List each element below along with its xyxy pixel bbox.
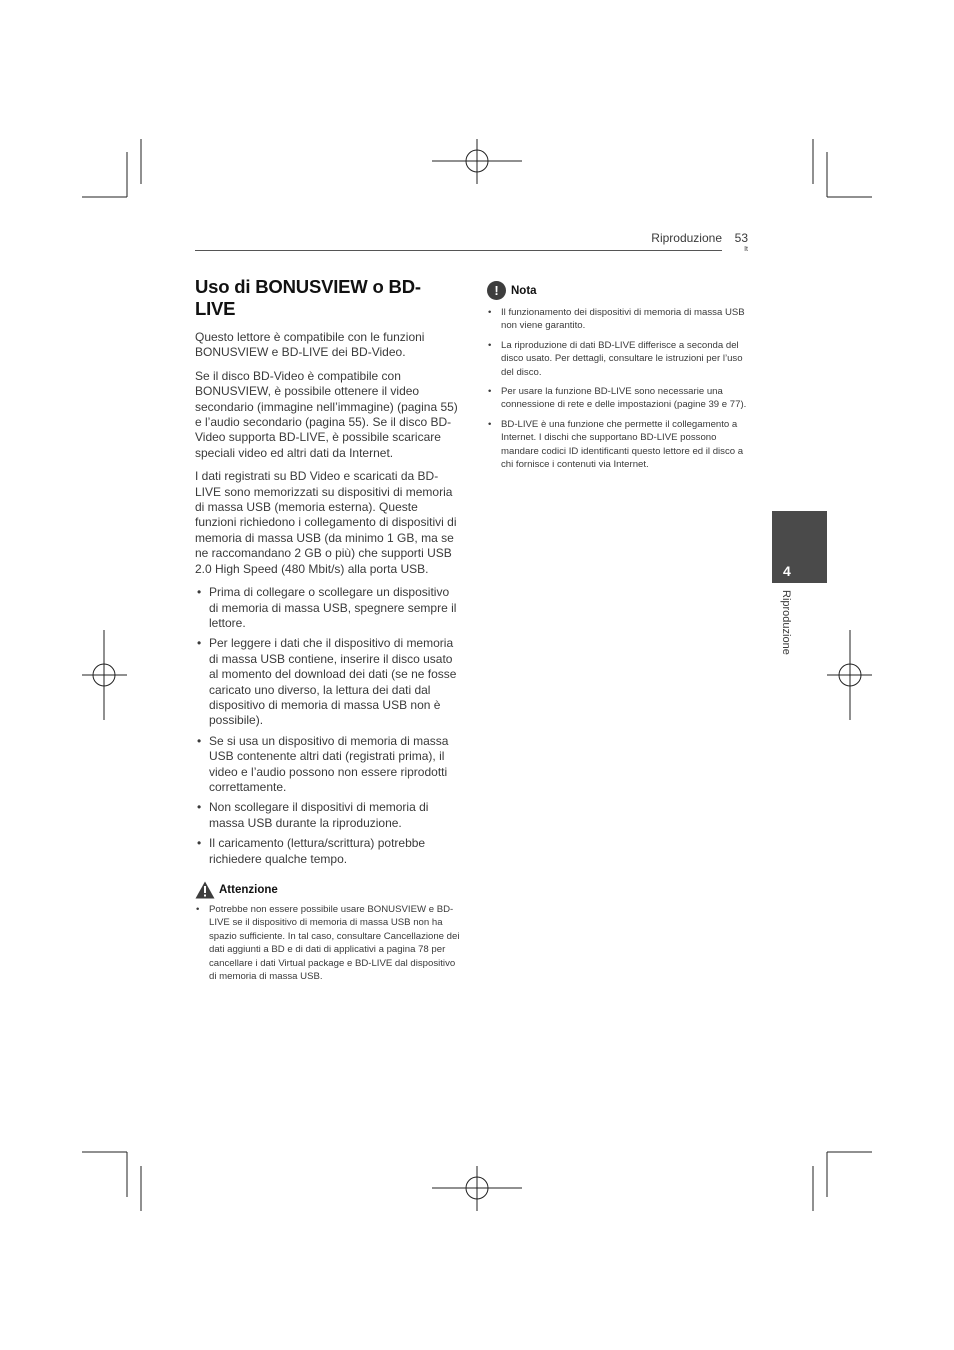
language-code: It [744,246,748,253]
caution-list [195,903,461,983]
warning-triangle-icon [195,881,215,899]
main-column [195,276,461,989]
section-title: Uso di BONUSVIEW o BD-LIVE [195,276,421,319]
header-section-title: Riproduzione [651,231,722,245]
intro-paragraph: Questo lettore è compatibile con le funzioni BONUSVIEW e BD-LIVE dei BD-Video. [195,330,425,360]
exclamation-circle-icon: ! [487,281,506,300]
list-item: • Per leggere i dati che il dispositivo di memoria di massa USB contiene, inserire il disco usato al momento del download dei dati (se ne fosse caricato uno diverso, la lettura dei dati dal dispositivo di memoria di massa USB non è possibile). [195,636,461,728]
list-item: • Il funzionamento dei dispositivi di memoria di massa USB non viene garantito. [487,306,750,333]
bonusview-paragraph: Se il disco BD-Video è compatibile con BONUSVIEW, è possibile ottenere il video secondario (immagine nell’immagine) (pagina 55) e l’audio secondario (pagina 55). Se il disco BD-Video supporta BD-LIVE, è possibile scaricare speciali video ed altri dati da Internet. [195,368,458,460]
storage-paragraph: I dati registrati su BD Video e scaricati da BD-LIVE sono memorizzati su dispositivi di memoria di massa USB (memoria esterna). Queste funzioni richiedono i collegamento di dispositivi di memoria di massa USB (da minimo 1 GB, ma se ne raccomandano 2 GB o più) che supporti USB 2.0 High Speed (480 Mbit/s) alla porta USB. [195,469,457,576]
list-item: • La riproduzione di dati BD-LIVE differisce a seconda del disco usato. Per dettagli, consultare le istruzioni per l’uso del disco. [487,339,750,379]
list-item: • Se si usa un dispositivo di memoria di massa USB contenente altri dati (registrati prima), il video e l’audio possono non essere riprodotti correttamente. [195,734,461,796]
chapter-number: 4 [783,563,791,579]
chapter-tab-label: Riproduzione [780,590,792,655]
running-header [195,231,748,251]
list-item: • Prima di collegare o scollegare un dispositivo di memoria di massa USB, spegnere sempre il lettore. [195,585,461,631]
list-item: • BD-LIVE è una funzione che permette il collegamento a Internet. I dischi che supportano BD-LIVE possono mandare codici ID identificanti questo lettore ed il disco a chi fornisce i contenuti via Internet. [487,418,750,472]
note-list [487,306,750,471]
note-heading [487,281,750,300]
list-item: • Potrebbe non essere possibile usare BONUSVIEW e BD-LIVE se il dispositivo di memoria di massa USB non ha spazio sufficiente. In tal caso, consultare Cancellazione dei dati aggiunti a BD e di dati di applicativi a pagina 78 per cancellare i dati Virtual package e BD-LIVE dal dispositivo di memoria di massa USB. [195,903,461,983]
usage-bullet-list [195,585,461,867]
header-rule [195,250,722,251]
caution-title: Attenzione [219,884,278,896]
note-column [487,281,750,477]
list-item: • Non scollegare il dispositivi di memoria di massa USB durante la riproduzione. [195,800,461,831]
list-item: • Per usare la funzione BD-LIVE sono necessarie una connessione di rete e delle impostazioni (pagine 39 e 77). [487,385,750,412]
list-item: • Il caricamento (lettura/scrittura) potrebbe richiedere qualche tempo. [195,836,461,867]
caution-heading [195,881,461,899]
page-number: 53 [734,231,748,245]
note-title: Nota [511,284,537,297]
chapter-tab [772,511,827,583]
